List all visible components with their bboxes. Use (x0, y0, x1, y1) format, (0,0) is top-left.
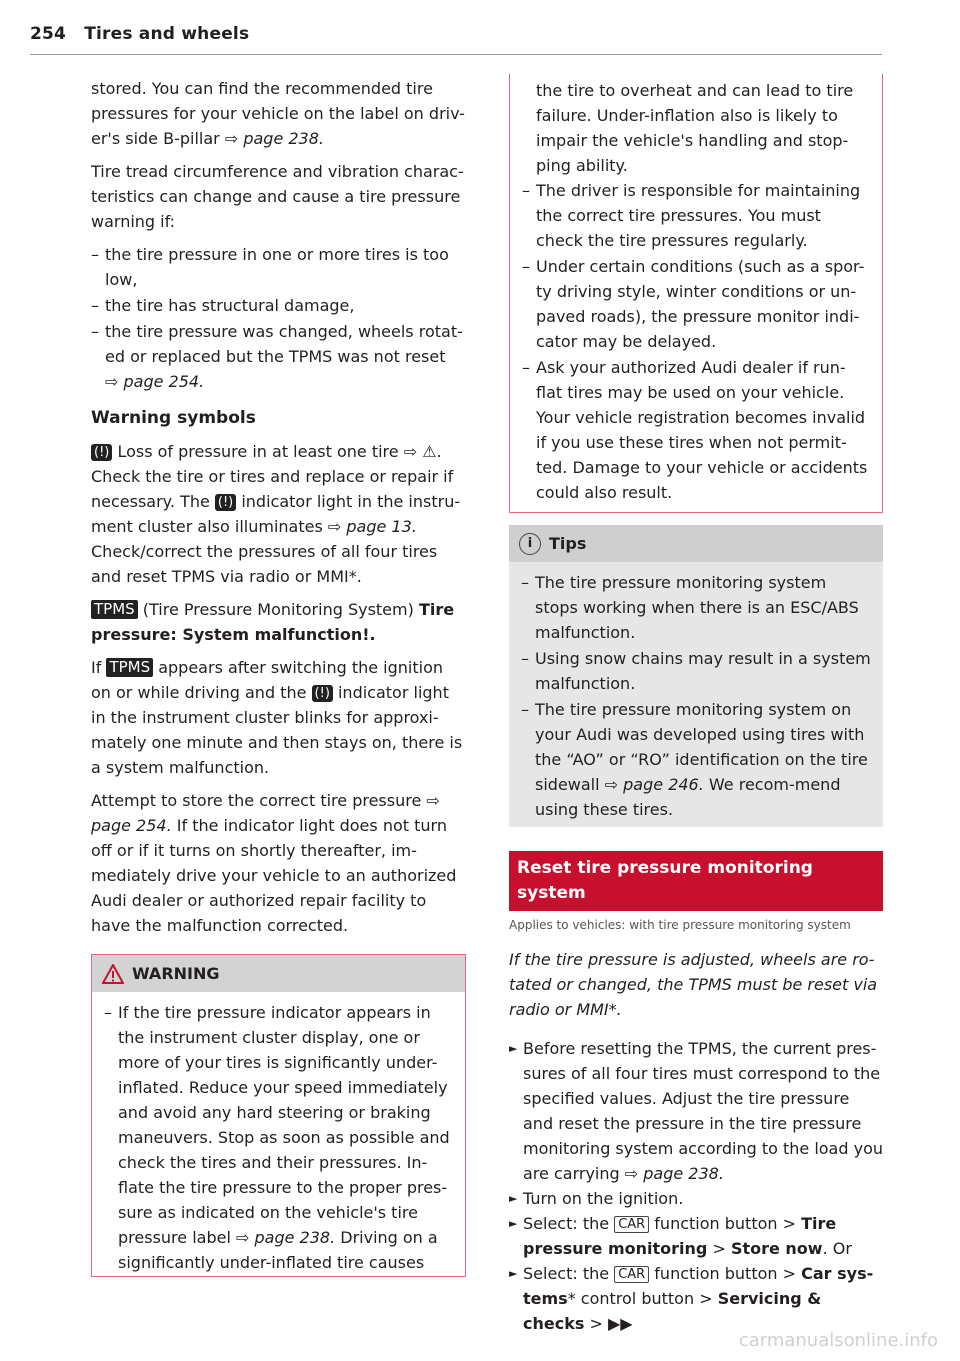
list-item: – The tire pressure monitoring system stops working when there is an ESC/ABS malfunction. (521, 570, 871, 645)
tpms-icon: TPMS (106, 658, 153, 677)
instruction-step: ► Select: the CAR function button > Tire pressure monitoring > Store now. Or (509, 1211, 883, 1261)
paragraph: stored. You can find the recommended tire pressures for your vehicle on the label on driv-er's side B-pillar ⇨ page 238. (91, 79, 465, 148)
page-header (30, 24, 882, 55)
page-reference[interactable]: ⇨ page 254. (91, 791, 440, 835)
paragraph: Tire tread circumference and vibration charac-teristics can change and cause a tire pressure warning if: (91, 162, 464, 231)
page-reference[interactable]: ⇨ page 238. (624, 1164, 724, 1183)
tips-box-content (509, 562, 883, 827)
left-column (91, 76, 466, 1277)
page-reference[interactable]: ⇨ page 254. (105, 372, 205, 391)
instruction-step: ► Turn on the ignition. (509, 1186, 883, 1211)
intro-paragraph: If the tire pressure is adjusted, wheels are ro-tated or changed, the TPMS must be reset via radio or MMI*. (509, 950, 878, 1019)
paragraph: If TPMS appears after switching the ignition on or while driving and the (!) indicator light in the instrument cluster blinks for approxi-mately one minute and then stays on, there is a system malfunction. (91, 658, 463, 777)
list-item: – If the tire pressure indicator appears in the instrument cluster display, one or more of your tires is significantly under-inflated. Reduce your speed immediately and avoid any hard steering or braking maneuvers. Stop as soon as possible and check the tires and their pressures. In-flate the tire pressure to the proper pres-sure as indicated on the vehicle's tire pressure label ⇨ page 238. Driving on a significantly under-inflated tire causes (104, 1000, 453, 1275)
paragraph: TPMS (Tire Pressure Monitoring System) Tire pressure: System malfunction!. (91, 600, 455, 644)
list-item: – the tire has structural damage, (91, 293, 466, 318)
tire-pressure-warning-icon: (!) (91, 444, 112, 461)
car-key-label: CAR (614, 1266, 649, 1283)
page-reference[interactable]: ⇨ page 238. (235, 1228, 336, 1247)
car-key-label: CAR (614, 1216, 649, 1233)
tips-box-title: i Tips (509, 525, 883, 562)
tire-pressure-warning-icon: (!) (215, 494, 236, 511)
list-item: – Using snow chains may result in a system malfunction. (521, 646, 871, 696)
instruction-step: ► Select: the CAR function button > Car sys-tems* control button > Servicing & checks > ▶▶ (509, 1261, 883, 1336)
tpms-icon: TPMS (91, 600, 138, 619)
right-column (509, 76, 883, 1336)
watermark: carmanualsonline.info (738, 1330, 938, 1351)
page-reference[interactable]: ⇨ page 13. (327, 517, 417, 536)
instruction-step: ► Before resetting the TPMS, the current pres-sures of all four tires must correspond to the specified values. Adjust the tire pressure and reset the pressure in the tire pressure monitoring system according to the load you are carrying ⇨ page 238. (509, 1036, 883, 1186)
warning-box-title: WARNING (92, 955, 465, 992)
paragraph: (!) Loss of pressure in at least one tire ⇨ ⚠. Check the tire or tires and replace or repair if necessary. The (!) indicator light in the instru-ment cluster also illuminates ⇨ page 13. Check/correct the pressures of all four tires and reset TPMS via radio or MMI*. (91, 442, 461, 586)
section-title: Reset tire pressure monitoring system (509, 851, 883, 911)
page-reference[interactable]: ⇨ page 238. (224, 129, 324, 148)
list-item: – the tire pressure was changed, wheels rotat-ed or replaced but the TPMS was not reset ⇨ page 254. (91, 319, 466, 394)
list-item: – The driver is responsible for maintaining the correct tire pressures. You must check the tire pressures regularly. (522, 178, 870, 253)
warning-box (91, 954, 466, 1277)
section-heading: Warning symbols (91, 408, 256, 428)
list-item: – Under certain conditions (such as a spor-ty driving style, winter conditions or un-paved roads), the pressure monitor indi-cator may be delayed. (522, 254, 870, 354)
warning-box-continued (509, 74, 883, 513)
tips-box (509, 525, 883, 827)
applies-to: Applies to vehicles: with tire pressure monitoring system (509, 918, 851, 932)
chapter-title: Tires and wheels (84, 24, 250, 44)
warning-box-content (92, 992, 465, 1275)
tire-pressure-warning-icon: (!) (312, 685, 333, 702)
paragraph: the tire to overheat and can lead to tire failure. Under-inflation also is likely to impair the vehicle's handling and stop-ping ability. (536, 81, 854, 175)
list-item: – Ask your authorized Audi dealer if run-flat tires may be used on your vehicle. Your vehicle registration becomes invalid if you use these tires when not permit-ted. Damage to your vehicle or accidents could also result. (522, 355, 870, 505)
list-item: – The tire pressure monitoring system on your Audi was developed using tires with the “AO” or “RO” identification on the tire sidewall ⇨ page 246. We recom-mend using these tires. (521, 697, 871, 822)
info-icon: i (519, 533, 541, 555)
list-item: – the tire pressure in one or more tires is too low, (91, 242, 466, 292)
page-number: 254 (30, 24, 67, 44)
warning-triangle-icon (102, 964, 124, 984)
page-reference[interactable]: ⇨ page 246. (604, 775, 704, 794)
paragraph: Attempt to store the correct tire pressure ⇨ page 254. If the indicator light does not turn off or if it turns on shortly thereafter, im-mediately drive your vehicle to an authorized Audi dealer or authorized repair facility to have the malfunction corrected. (91, 791, 457, 935)
